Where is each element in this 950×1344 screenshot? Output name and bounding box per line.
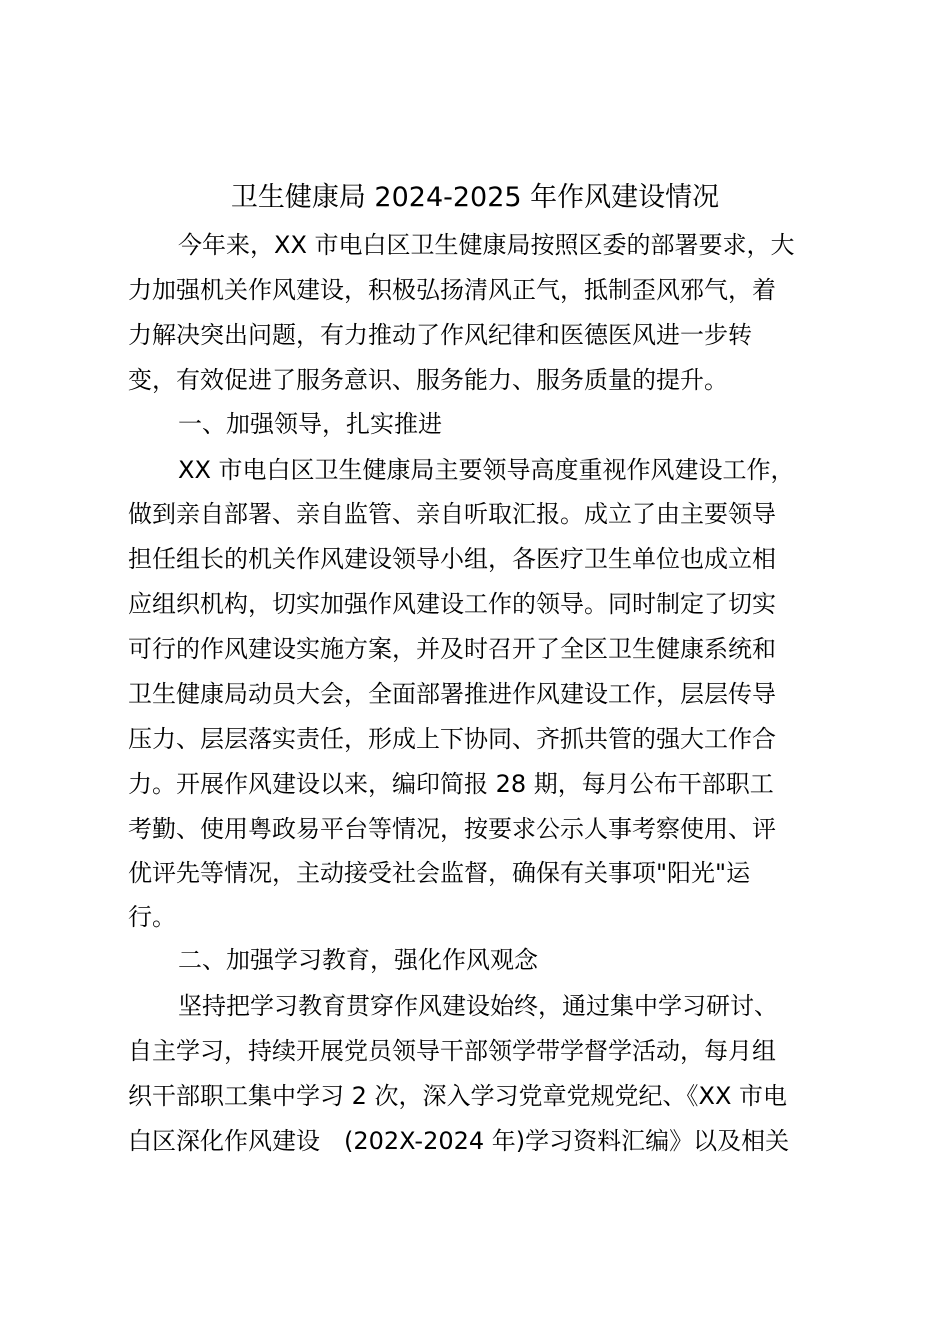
paragraph-line: 织干部职工集中学习 2 次，深入学习党章党规党纪、《XX 市电 <box>128 1082 788 1110</box>
paragraph-line: 力。开展作风建设以来，编印简报 28 期，每月公布干部职工 <box>128 770 774 798</box>
paragraph-line: 力解决突出问题，有力推动了作风纪律和医德医风进一步转 <box>128 321 752 349</box>
paragraph-line: 卫生健康局动员大会，全面部署推进作风建设工作，层层传导 <box>128 680 776 708</box>
paragraph-line: 可行的作风建设实施方案，并及时召开了全区卫生健康系统和 <box>128 635 776 663</box>
paragraph-line: XX 市电白区卫生健康局主要领导高度重视作风建设工作， <box>178 456 795 484</box>
paragraph-line: 自主学习，持续开展党员领导干部领学带学督学活动，每月组 <box>128 1037 776 1065</box>
paragraph-line: 行。 <box>128 903 176 931</box>
paragraph-line: 坚持把学习教育贯穿作风建设始终，通过集中学习研讨、 <box>178 992 778 1020</box>
paragraph-line: 担任组长的机关作风建设领导小组，各医疗卫生单位也成立相 <box>128 545 776 573</box>
paragraph-line: 做到亲自部署、亲自监管、亲自听取汇报。成立了由主要领导 <box>128 500 776 528</box>
paragraph-line: 优评先等情况，主动接受社会监督，确保有关事项"阳光"运 <box>128 859 751 887</box>
paragraph-line: 变，有效促进了服务意识、服务能力、服务质量的提升。 <box>128 366 728 394</box>
page-title: 卫生健康局 2024-2025 年作风建设情况 <box>230 182 720 213</box>
paragraph-line: 应组织机构，切实加强作风建设工作的领导。同时制定了切实 <box>128 590 776 618</box>
paragraph-line: 今年来，XX 市电白区卫生健康局按照区委的部署要求，大 <box>178 231 795 259</box>
paragraph-line: 力加强机关作风建设，积极弘扬清风正气，抵制歪风邪气，着 <box>128 276 776 304</box>
paragraph-line: 白区深化作风建设 (202X-2024 年)学习资料汇编》以及相关 <box>128 1127 790 1155</box>
paragraph-line: 压力、层层落实责任，形成上下协同、齐抓共管的强大工作合 <box>128 725 776 753</box>
section-heading: 二、加强学习教育，强化作风观念 <box>178 946 538 974</box>
paragraph-line: 考勤、使用粤政易平台等情况，按要求公示人事考察使用、评 <box>128 815 776 843</box>
section-heading: 一、加强领导，扎实推进 <box>178 410 442 438</box>
